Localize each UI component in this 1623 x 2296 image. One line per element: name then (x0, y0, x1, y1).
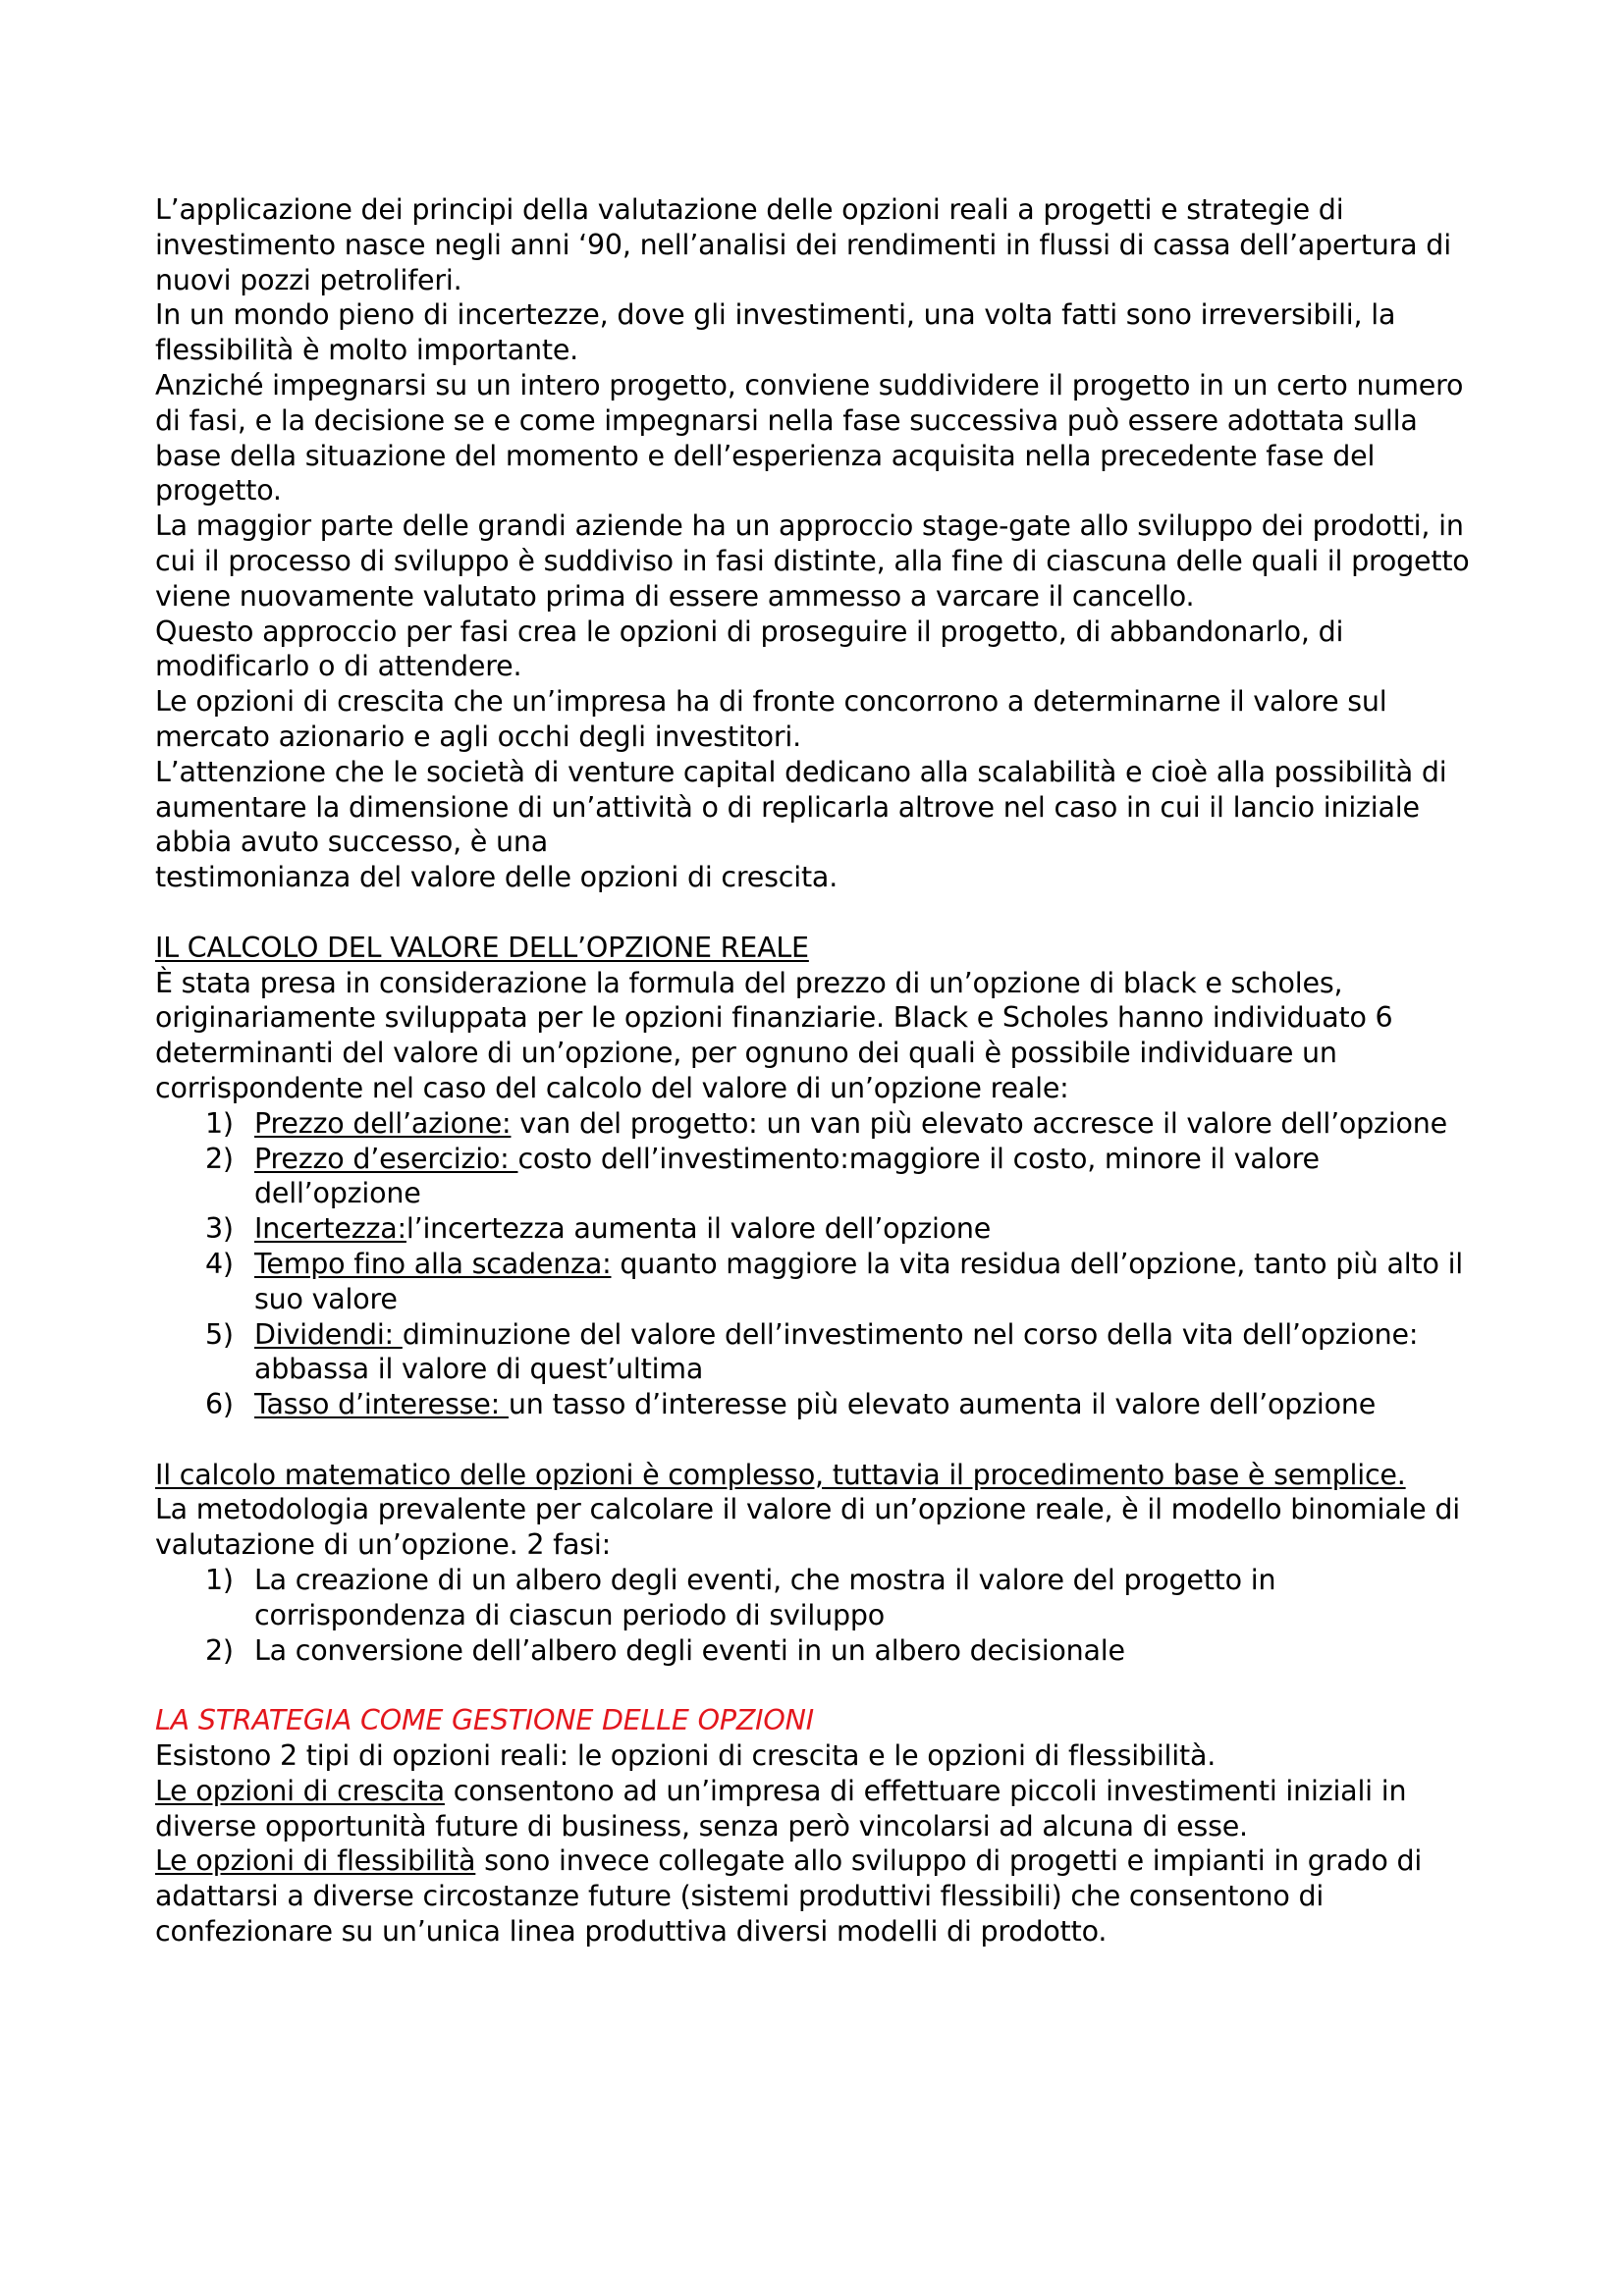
intro-paragraph-2: In un mondo pieno di incertezze, dove gli investimenti, una volta fatti sono irreversibili, la flessibilità è molto importante. (155, 298, 1396, 367)
section-paragraph: La metodologia prevalente per calcolare il valore di un’opzione reale, è il modello binomiale di valutazione di un’opzione. 2 fasi: (155, 1493, 1460, 1562)
list-term: Prezzo dell’azione: (254, 1106, 512, 1140)
list-text: La creazione di un albero degli eventi, che mostra il valore del progetto in corrispondenza di ciascun periodo di sviluppo (254, 1564, 1276, 1631)
growth-options-term: Le opzioni di crescita (155, 1774, 445, 1807)
list-number: 3) (205, 1212, 234, 1246)
list-item (155, 1142, 1490, 1212)
list-text: La conversione dell’albero degli eventi in un albero decisionale (254, 1633, 1125, 1667)
list-text: costo dell’investimento:maggiore il costo, minore il valore dell’opzione (254, 1142, 1320, 1210)
list-term: Incertezza: (254, 1212, 406, 1246)
flex-options-paragraph (155, 1843, 1490, 1949)
list-term: Tempo fino alla scadenza: (254, 1247, 612, 1280)
list-item (155, 1211, 1490, 1247)
intro-paragraph-6: Le opzioni di crescita che un’impresa ha di fronte concorrono a determinarne il valore sul mercato azionario e agli occhi degli investitori. (155, 685, 1387, 753)
document-page (155, 192, 1490, 1949)
list-number: 2) (205, 1142, 234, 1175)
determinants-list (155, 1106, 1490, 1422)
phases-list (155, 1563, 1490, 1668)
list-item (155, 1563, 1490, 1633)
list-text: van del progetto: un van più elevato accresce il valore dell’opzione (511, 1106, 1447, 1140)
intro-paragraph-1: L’applicazione dei principi della valutazione delle opzioni reali a progetti e strategie di investimento nasce negli anni ‘90, nell’analisi dei rendimenti in flussi di cassa dell’apertura di nuovi pozzi petroliferi. (155, 193, 1451, 296)
list-number: 1) (205, 1564, 234, 1597)
list-number: 6) (205, 1388, 234, 1421)
section-heading-red: LA STRATEGIA COME GESTIONE DELLE OPZIONI (155, 1704, 814, 1737)
list-text: diminuzione del valore dell’investimento nel corso della vita dell’opzione: abbassa il valore di quest’ultima (254, 1317, 1419, 1386)
list-number: 2) (205, 1633, 234, 1667)
underlined-statement: Il calcolo matematico delle opzioni è complesso, tuttavia il procedimento base è semplice. (155, 1458, 1406, 1491)
section-heading-text: IL CALCOLO DEL VALORE DELL’OPZIONE REALE (155, 931, 809, 964)
intro-paragraph-4: La maggior parte delle grandi aziende ha un approccio stage-gate allo sviluppo dei prodotti, in cui il processo di sviluppo è suddiviso in fasi distinte, alla fine di ciascuna delle quali il progetto viene nuovamente valutato prima di essere ammesso a varcare il cancello. (155, 509, 1470, 613)
section-heading (155, 931, 1490, 966)
intro-paragraph-3: Anziché impegnarsi su un intero progetto, conviene suddividere il progetto in un certo numero di fasi, e la decisione se e come impegnarsi nella fase successiva può essere adottata sulla base della situazione del momento e dell’esperienza acquisita nella precedente fase del progetto. (155, 368, 1464, 507)
growth-options-paragraph (155, 1774, 1490, 1844)
flex-options-term: Le opzioni di flessibilità (155, 1844, 476, 1878)
list-item (155, 1106, 1490, 1142)
list-number: 1) (205, 1106, 234, 1140)
intro-paragraph-7: L’attenzione che le società di venture capital dedicano alla scalabilità e cioè alla possibilità di aumentare la dimensione di un’attività o di replicarla altrove nel caso in cui il lancio iniziale abbia avuto successo, è una (155, 755, 1447, 859)
list-number: 5) (205, 1317, 234, 1351)
intro-paragraph-8: testimonianza del valore delle opzioni di crescita. (155, 861, 839, 894)
section-binomial-model (155, 1458, 1490, 1669)
list-text: un tasso d’interesse più elevato aumenta il valore dell’opzione (508, 1388, 1377, 1421)
section-paragraph: Esistono 2 tipi di opzioni reali: le opzioni di crescita e le opzioni di flessibilità. (155, 1739, 1217, 1773)
list-item (155, 1387, 1490, 1422)
flex-options-text: sono invece collegate allo sviluppo di progetti e impianti in grado di adattarsi a diverse circostanze future (sistemi produttivi flessibili) che consentono di confezionare su un’unica linea produttiva diversi modelli di prodotto. (155, 1844, 1423, 1949)
list-text: l’incertezza aumenta il valore dell’opzione (406, 1212, 992, 1246)
list-term: Dividendi: (254, 1317, 403, 1351)
list-item (155, 1633, 1490, 1669)
list-term: Tasso d’interesse: (254, 1388, 509, 1421)
intro-paragraph-5: Questo approccio per fasi crea le opzioni di proseguire il progetto, di abbandonarlo, di modificarlo o di attendere. (155, 614, 1344, 683)
section-paragraph: È stata presa in considerazione la formula del prezzo di un’opzione di black e scholes, originariamente sviluppata per le opzioni finanziarie. Black e Scholes hanno individuato 6 determinanti del valore di un’opzione, per ognuno dei quali è possibile individuare un corrispondente nel caso del calcolo del valore di un’opzione reale: (155, 966, 1393, 1104)
list-item (155, 1317, 1490, 1388)
section-strategy-options (155, 1703, 1490, 1949)
intro-section (155, 192, 1490, 895)
list-item (155, 1247, 1490, 1317)
list-text: quanto maggiore la vita residua dell’opzione, tanto più alto il suo valore (254, 1247, 1464, 1315)
growth-options-text: consentono ad un’impresa di effettuare piccoli investimenti iniziali in diverse opportunità future di business, senza però vincolarsi ad alcuna di esse. (155, 1774, 1407, 1842)
list-term: Prezzo d’esercizio: (254, 1142, 518, 1175)
section-option-value (155, 931, 1490, 1422)
list-number: 4) (205, 1247, 234, 1280)
